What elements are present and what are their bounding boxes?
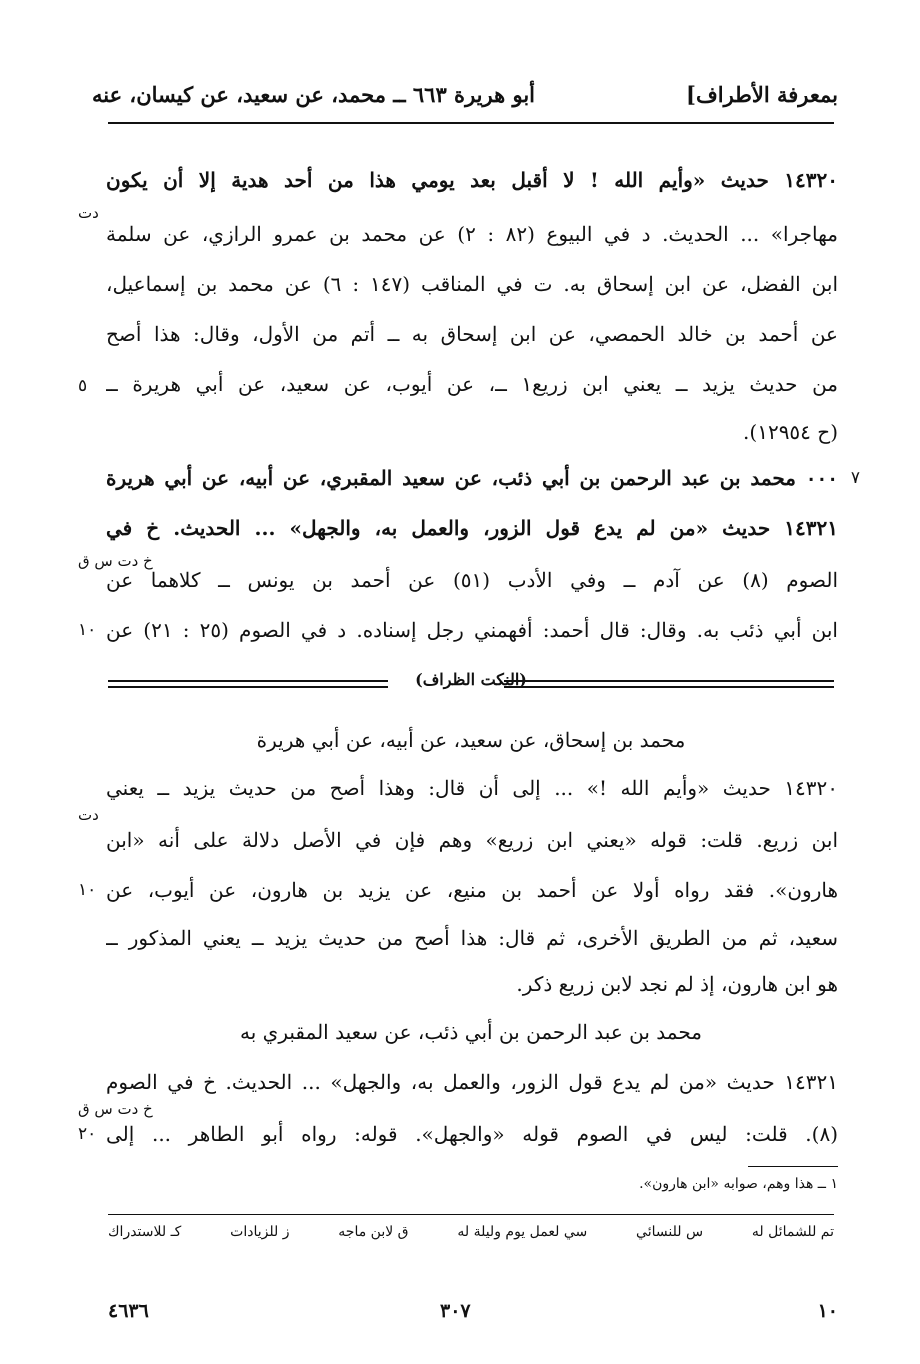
abbreviations-legend <box>108 1224 834 1240</box>
section-divider <box>108 670 834 696</box>
text-line: ابن الفضل، عن ابن إسحاق به. ت في المناقب (١٤٧ : ٦) عن محمد بن إسماعيل، <box>106 272 838 296</box>
running-subtitle: أبو هريرة ٦٦٣ ــ محمد، عن سعيد، عن كيسان، عنه <box>91 82 535 107</box>
abbreviation-item: ز للزيادات <box>230 1224 290 1240</box>
text-line: ابن أبي ذئب به. وقال: قال أحمد: أفهمني رجل إسناده. د في الصوم (٢٥ : ٢١) عن <box>106 618 838 642</box>
running-count: ٤٦٣٦ <box>108 1300 149 1322</box>
abbreviation-item: س للنسائي <box>636 1224 704 1240</box>
text-line: مهاجرا» ... الحديث. د في البيوع (٨٢ : ٢) عن محمد بن عمرو الرازي، عن سلمة <box>106 222 838 246</box>
text-line: (ح ١٢٩٥٤). <box>743 420 838 444</box>
text-line: (٨). قلت: ليس في الصوم قوله «والجهل». قوله: رواه أبو الطاهر ... إلى <box>106 1122 838 1146</box>
line-number: ١٠ <box>78 880 97 900</box>
text-line: الصوم (٨) عن آدم ــ وفي الأدب (٥١) عن أحمد بن يونس ــ كلاهما عن <box>106 568 838 592</box>
side-code: خ دت س ق <box>78 1100 153 1118</box>
section-heading: محمد بن إسحاق، عن سعيد، عن أبيه، عن أبي هريرة <box>256 728 686 752</box>
line-number: ١٠ <box>78 620 97 640</box>
text-line: من حديث يزيد ــ يعني ابن زريع١ ــ، عن أيوب، عن سعيد، عن أبي هريرة ــ <box>106 372 838 396</box>
abbreviations-rule <box>108 1214 834 1215</box>
text-line: عن أحمد بن خالد الحمصي، عن ابن إسحاق به ــ أتم من الأول، وقال: هذا أصح <box>106 322 838 346</box>
abbreviation-item: تم للشمائل له <box>751 1224 834 1240</box>
abbreviation-item: ق لابن ماجه <box>338 1224 409 1240</box>
text-line: ١٤٣٢١ حديث «من لم يدع قول الزور، والعمل به، والجهل» ... الحديث. خ في الصوم <box>106 1070 838 1094</box>
running-title: بمعرفة الأطراف] <box>686 82 838 107</box>
footnote: ١ ــ هذا وهم، صوابه «ابن هارون». <box>639 1176 838 1192</box>
side-code: دت <box>78 806 99 824</box>
line-number: ٥ <box>78 376 88 396</box>
text-line: ١٤٣٢١ حديث «من لم يدع قول الزور، والعمل به، والجهل» ... الحديث. خ في <box>106 516 838 540</box>
text-line: ابن زريع. قلت: قوله «يعني ابن زريع» وهم فإن في الأصل دلالة على أنه «ابن <box>106 828 838 852</box>
text-line: سعيد، ثم من الطريق الأخرى، ثم قال: هذا أصح من حديث يزيد ــ يعني المذكور ــ <box>106 926 838 950</box>
side-code: دت <box>78 204 99 222</box>
abbreviation-item: سي لعمل يوم وليلة له <box>457 1224 588 1240</box>
header-rule <box>108 122 834 124</box>
text-line: ٠٠٠ محمد بن عبد الرحمن بن أبي ذئب، عن سعيد المقبري، عن أبيه، عن أبي هريرة <box>106 466 838 490</box>
footnote-rule <box>748 1166 838 1167</box>
side-code: خ دت س ق <box>78 552 153 570</box>
divider-label: (النكت الظراف) <box>415 670 527 689</box>
text-line: ١٤٣٢٠ حديث «وأيم الله !» ... إلى أن قال: وهذا أصح من حديث يزيد ــ يعني <box>106 776 838 800</box>
abbreviation-item: كـ للاستدراك <box>108 1224 182 1240</box>
text-line: هو ابن هارون، إذ لم نجد لابن زريع ذكر. <box>516 972 838 996</box>
section-heading: محمد بن عبد الرحمن بن أبي ذئب، عن سعيد المقبري به <box>240 1020 702 1044</box>
text-line: هارون». فقد رواه أولا عن أحمد بن منيع، عن يزيد بن هارون، عن أيوب، عن <box>106 878 838 902</box>
page-number: ٣٠٧ <box>440 1300 471 1322</box>
entry-marker: ٧ <box>850 468 860 488</box>
volume-number: ١٠ <box>817 1300 838 1322</box>
line-number: ٢٠ <box>78 1124 97 1144</box>
text-line: ١٤٣٢٠ حديث «وأيم الله ! لا أقبل بعد يومي هذا من أحد هدية إلا أن يكون <box>106 168 838 192</box>
